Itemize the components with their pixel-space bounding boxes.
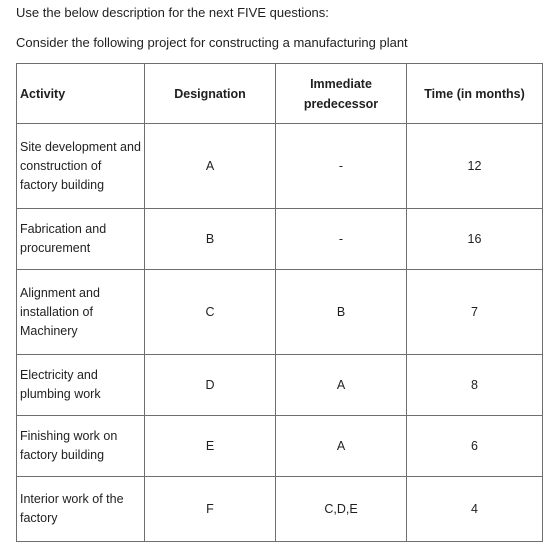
designation-cell: B — [145, 209, 276, 270]
predecessor-cell: - — [276, 209, 407, 270]
activity-line: Electricity and — [20, 368, 98, 382]
activity-line: Fabrication and — [20, 222, 107, 236]
table-row — [17, 270, 543, 355]
time-cell: 6 — [407, 416, 543, 477]
predecessor-cell: B — [276, 270, 407, 355]
activity-cell — [17, 477, 145, 542]
activity-cell — [17, 270, 145, 355]
activity-line: Interior work of the — [20, 492, 124, 506]
table-row — [17, 477, 543, 542]
designation-cell: D — [145, 355, 276, 416]
header-immediate-predecessor — [276, 64, 407, 124]
activity-line: plumbing work — [20, 387, 101, 401]
activity-line: Finishing work on — [20, 429, 118, 443]
predecessor-cell: A — [276, 355, 407, 416]
activity-line: installation of — [20, 304, 93, 319]
header-activity: Activity — [17, 64, 145, 124]
activity-line: factory building — [20, 177, 105, 192]
activity-line: factory — [20, 511, 58, 525]
activity-line: factory building — [20, 448, 105, 462]
instructions-text: Use the below description for the next FIVE questions: — [16, 5, 329, 20]
designation-cell: A — [145, 124, 276, 209]
time-cell: 16 — [407, 209, 543, 270]
predecessor-cell: - — [276, 124, 407, 209]
time-cell: 4 — [407, 477, 543, 542]
designation-cell: C — [145, 270, 276, 355]
context-text: Consider the following project for constructing a manufacturing plant — [16, 35, 408, 50]
header-time: Time (in months) — [407, 64, 543, 124]
designation-cell: F — [145, 477, 276, 542]
time-cell: 12 — [407, 124, 543, 209]
designation-cell: E — [145, 416, 276, 477]
activity-cell — [17, 124, 145, 209]
predecessor-cell: A — [276, 416, 407, 477]
time-cell: 8 — [407, 355, 543, 416]
table-row — [17, 355, 543, 416]
activity-cell — [17, 355, 145, 416]
activity-cell — [17, 416, 145, 477]
header-designation: Designation — [145, 64, 276, 124]
table-row — [17, 416, 543, 477]
table-header-row — [17, 64, 543, 124]
table-row — [17, 209, 543, 270]
header-predecessor-line1: Immediate — [310, 76, 372, 91]
activity-line: Site development and — [20, 139, 141, 154]
header-predecessor-line2: predecessor — [303, 96, 379, 111]
activity-line: Alignment and — [20, 285, 100, 300]
table-row — [17, 124, 543, 209]
activity-line: Machinery — [20, 323, 78, 338]
activity-line: construction of — [20, 158, 102, 173]
activity-line: procurement — [20, 241, 91, 255]
project-activity-table — [16, 63, 543, 542]
activity-cell — [17, 209, 145, 270]
predecessor-cell: C,D,E — [276, 477, 407, 542]
time-cell: 7 — [407, 270, 543, 355]
